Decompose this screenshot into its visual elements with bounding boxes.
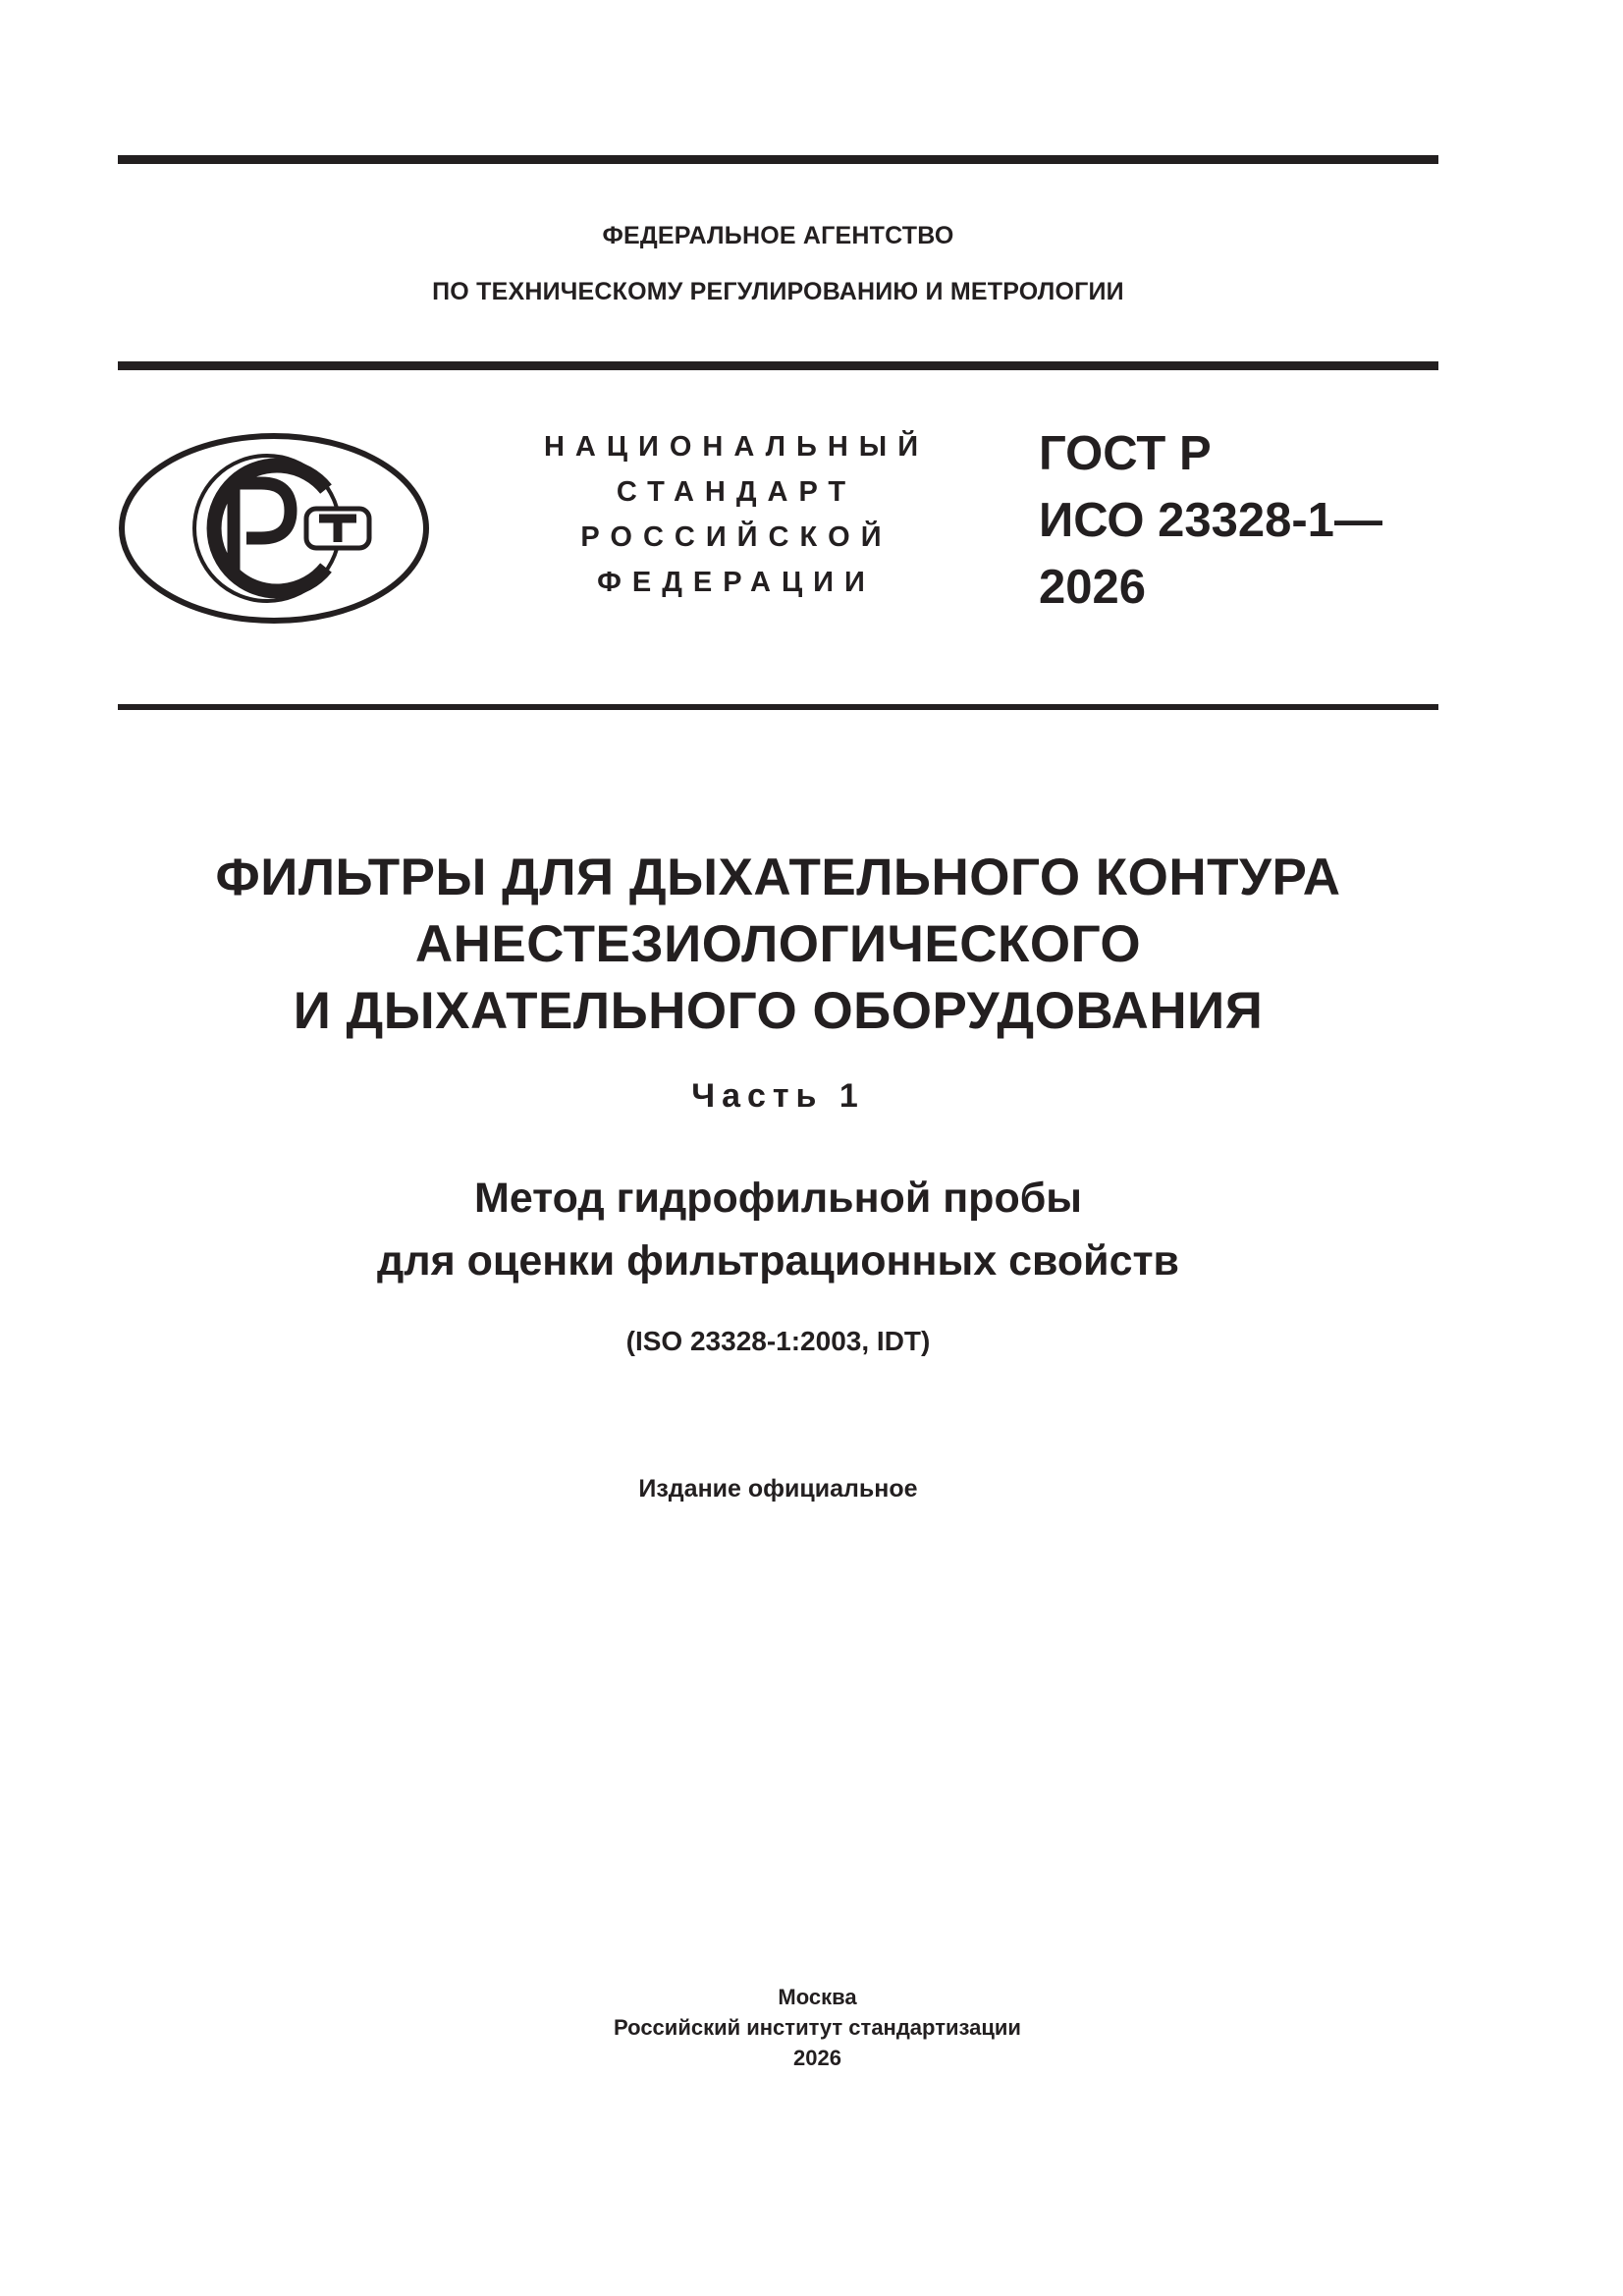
top-rule	[118, 155, 1438, 164]
document-subtitle	[118, 1167, 1438, 1292]
document-title	[118, 845, 1438, 1045]
standard-type	[481, 424, 992, 605]
designation-line: ИСО 23328-1—	[1039, 494, 1382, 547]
subtitle-line: Метод гидрофильной пробы	[474, 1175, 1082, 1222]
standard-type-line: РОССИЙСКОЙ	[580, 521, 893, 553]
edition-note: Издание официальное	[638, 1475, 918, 1503]
part-number: Часть 1	[691, 1077, 865, 1115]
rst-certification-mark-icon	[118, 432, 430, 625]
imprint	[118, 1982, 1517, 2073]
iso-reference: (ISO 23328-1:2003, IDT)	[625, 1326, 931, 1356]
title-line: ФИЛЬТРЫ ДЛЯ ДЫХАТЕЛЬНОГО КОНТУРА	[215, 848, 1341, 906]
agency-line-1: ФЕДЕРАЛЬНОЕ АГЕНТСТВО	[602, 222, 954, 249]
header-rule	[118, 361, 1438, 370]
designation-rule	[118, 704, 1438, 710]
agency-line-2: ПО ТЕХНИЧЕСКОМУ РЕГУЛИРОВАНИЮ И МЕТРОЛОГИИ	[432, 278, 1124, 305]
standard-type-line: НАЦИОНАЛЬНЫЙ	[543, 431, 930, 463]
imprint-year: 2026	[793, 2046, 841, 2070]
imprint-publisher: Российский институт стандартизации	[614, 2015, 1021, 2040]
standard-type-line: СТАНДАРТ	[616, 476, 857, 508]
designation-line: ГОСТ Р	[1039, 427, 1212, 480]
title-line: АНЕСТЕЗИОЛОГИЧЕСКОГО	[414, 915, 1142, 973]
subtitle-line: для оценки фильтрационных свойств	[377, 1237, 1179, 1285]
title-line: И ДЫХАТЕЛЬНОГО ОБОРУДОВАНИЯ	[293, 982, 1264, 1040]
standard-type-line: ФЕДЕРАЦИИ	[597, 567, 876, 598]
imprint-city: Москва	[778, 1985, 857, 2009]
designation-line: 2026	[1039, 561, 1147, 614]
standard-designation	[1039, 420, 1432, 621]
